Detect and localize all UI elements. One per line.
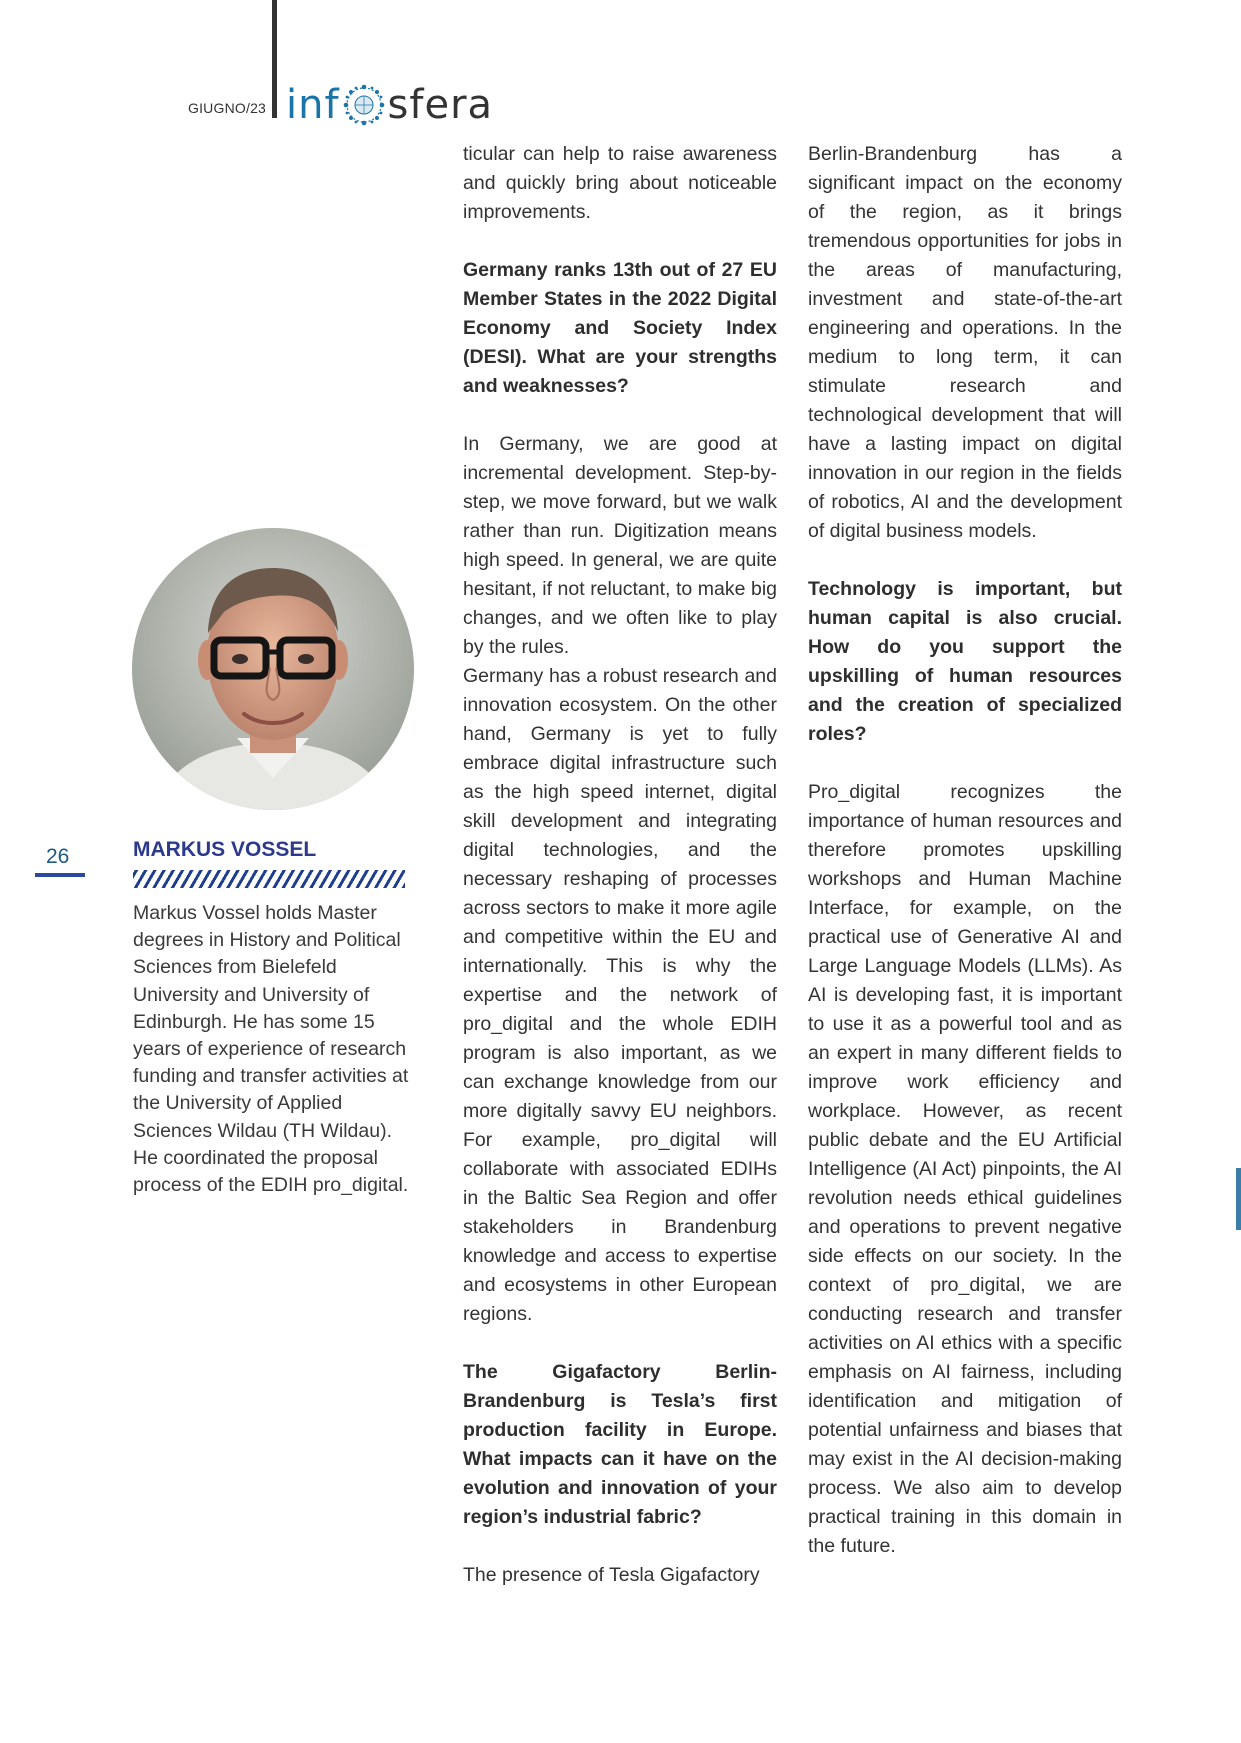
globe-network-icon <box>342 83 386 127</box>
page-number-underline <box>35 873 85 877</box>
article-column-right <box>808 140 1122 1561</box>
answer-desi-p1: In Germany, we are good at incremental development. Step-by-step, we move forward, but we walk rather than run. Digitization means high speed. In general, we are quite hesitant, if not reluctant, to make big changes, and we often like to play by the rules. <box>463 433 777 658</box>
question-desi: Germany ranks 13th out of 27 EU Member States in the 2022 Digital Economy and Society Index (DESI). What are your strengths and weaknesses? <box>463 259 777 397</box>
profile-bio: Markus Vossel holds Master degrees in History and Political Sciences from Bielefeld University and University of Edinburgh. He has some 15 years of experience of research funding and transfer activities at the University of Applied Sciences Wildau (TH Wildau). He coordinated the proposal process of the EDIH pro_digital. <box>133 902 409 1197</box>
issue-date: GIUGNO/23 <box>188 100 267 116</box>
question-human-capital: Technology is important, but human capital is also crucial. How do you support the upskilling of human resources and the creation of specialized roles? <box>808 578 1122 745</box>
page-edge-tab <box>1236 1168 1241 1230</box>
header-vertical-rule <box>272 0 277 118</box>
answer-desi-p2: Germany has a robust research and innovation ecosystem. On the other hand, Germany is yet to fully embrace digital infrastructure such as the high speed internet, digital skill development and integrating digital technologies, and the necessary reshaping of processes across sectors to make it more agile and competitive within the EU and internationally. This is why the expertise and the network of pro_digital and the whole EDIH program is also important, as we can exchange knowledge from our more digitally savvy EU neighbors. For example, pro_digital will collaborate with associated EDIHs in the Baltic Sea Region and offer stakeholders in Brandenburg knowledge and access to expertise and ecosystems in other European regions. <box>463 665 777 1325</box>
profile-name: MARKUS VOSSEL <box>133 838 317 861</box>
page-number: 26 <box>46 845 70 868</box>
paragraph-intro: ticular can help to raise awareness and quickly bring about noticeable improvements. <box>463 143 777 223</box>
infosfera-logo <box>286 80 493 130</box>
portrait-photo <box>132 528 414 810</box>
question-gigafactory: The Gigafactory Berlin-Brandenburg is Tesla’s first production facility in Europe. What impacts can it have on the evolution and innovation of your region’s industrial fabric? <box>463 1361 777 1528</box>
logo-text-left: inf <box>286 82 340 128</box>
answer-gigafactory-cont: Berlin-Brandenburg has a significant impact on the economy of the region, as it brings tremendous opportunities for jobs in the areas of manufacturing, investment and state-of-the-art engineering and operations. In the medium to long term, it can stimulate research and technological development that will have a lasting impact on digital innovation in our region in the fields of robotics, AI and the development of digital business models. <box>808 143 1122 542</box>
logo-text-right: sfera <box>387 82 494 128</box>
answer-gigafactory-start: The presence of Tesla Gigafactory <box>463 1564 760 1586</box>
answer-human-capital: Pro_digital recognizes the importance of human resources and therefore promotes upskilling workshops and Human Machine Interface, for example, on the practical use of Generative AI and Large Language Models (LLMs). As AI is developing fast, it is important to use it as a powerful tool and as an expert in many different fields to improve work efficiency and workplace. However, as recent public debate and the EU Artificial Intelligence (AI Act) pinpoints, the AI revolution needs ethical guidelines and operations to prevent negative side effects on our society. In the context of pro_digital, we are conducting research and transfer activities on AI ethics with a specific emphasis on AI fairness, including identification and mitigation of potential unfairness and biases that may exist in the AI decision-making process. We also aim to develop practical training in this domain in the future. <box>808 781 1122 1557</box>
article-column-middle <box>463 140 777 1590</box>
hatch-divider <box>133 870 405 888</box>
